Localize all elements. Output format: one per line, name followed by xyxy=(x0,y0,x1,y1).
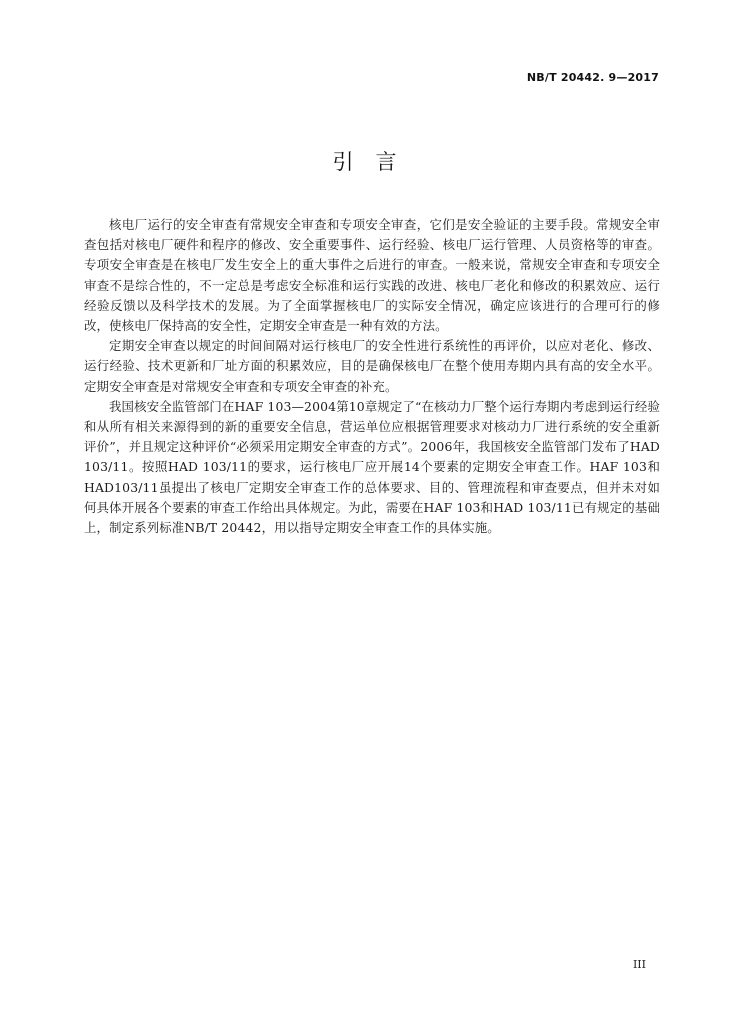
introduction-body xyxy=(84,215,660,538)
paragraph-2: 定期安全审查以规定的时间间隔对运行核电厂的安全性进行系统性的再评价，以应对老化、修改、运行经验、技术更新和厂址方面的积累效应，目的是确保核电厂在整个使用寿期内具有高的安全水平。定期安全审查是对常规安全审查和专项安全审查的补充。 xyxy=(84,338,660,394)
page-number: III xyxy=(632,958,646,971)
paragraph-1: 核电厂运行的安全审查有常规安全审查和专项安全审查，它们是安全验证的主要手段。常规安全审查包括对核电厂硬件和程序的修改、安全重要事件、运行经验、核电厂运行管理、人员资格等的审查。专项安全审查是在核电厂发生安全上的重大事件之后进行的审查。一般来说，常规安全审查和专项安全审查不是综合性的，不一定总是考虑安全标准和运行实践的改进、核电厂老化和修改的积累效应、运行经验反馈以及科学技术的发展。为了全面掌握核电厂的实际安全情况，确定应该进行的合理可行的修改，使核电厂保持高的安全性，定期安全审查是一种有效的方法。 xyxy=(84,217,660,334)
standard-number: NB/T 20442. 9—2017 xyxy=(526,71,659,84)
paragraph-3: 我国核安全监管部门在HAF 103—2004第10章规定了“在核动力厂整个运行寿期内考虑到运行经验和从所有相关来源得到的新的重要安全信息，营运单位应根据管理要求对核动力厂进行系统的安全重新评价”，并且规定这种评价“必须采用定期安全审查的方式”。2006年，我国核安全监管部门发布了HAD 103/11。按照HAD 103/11的要求，运行核电厂应开展14个要素的定期安全审查工作。HAF 103和HAD103/11虽提出了核电厂定期安全审查工作的总体要求、目的、管理流程和审查要点，但并未对如何具体开展各个要素的审查工作给出具体规定。为此，需要在HAF 103和HAD 103/11已有规定的基础上，制定系列标准NB/T 20442，用以指导定期安全审查工作的具体实施。 xyxy=(84,398,660,536)
page-title: 引言 xyxy=(332,150,419,174)
